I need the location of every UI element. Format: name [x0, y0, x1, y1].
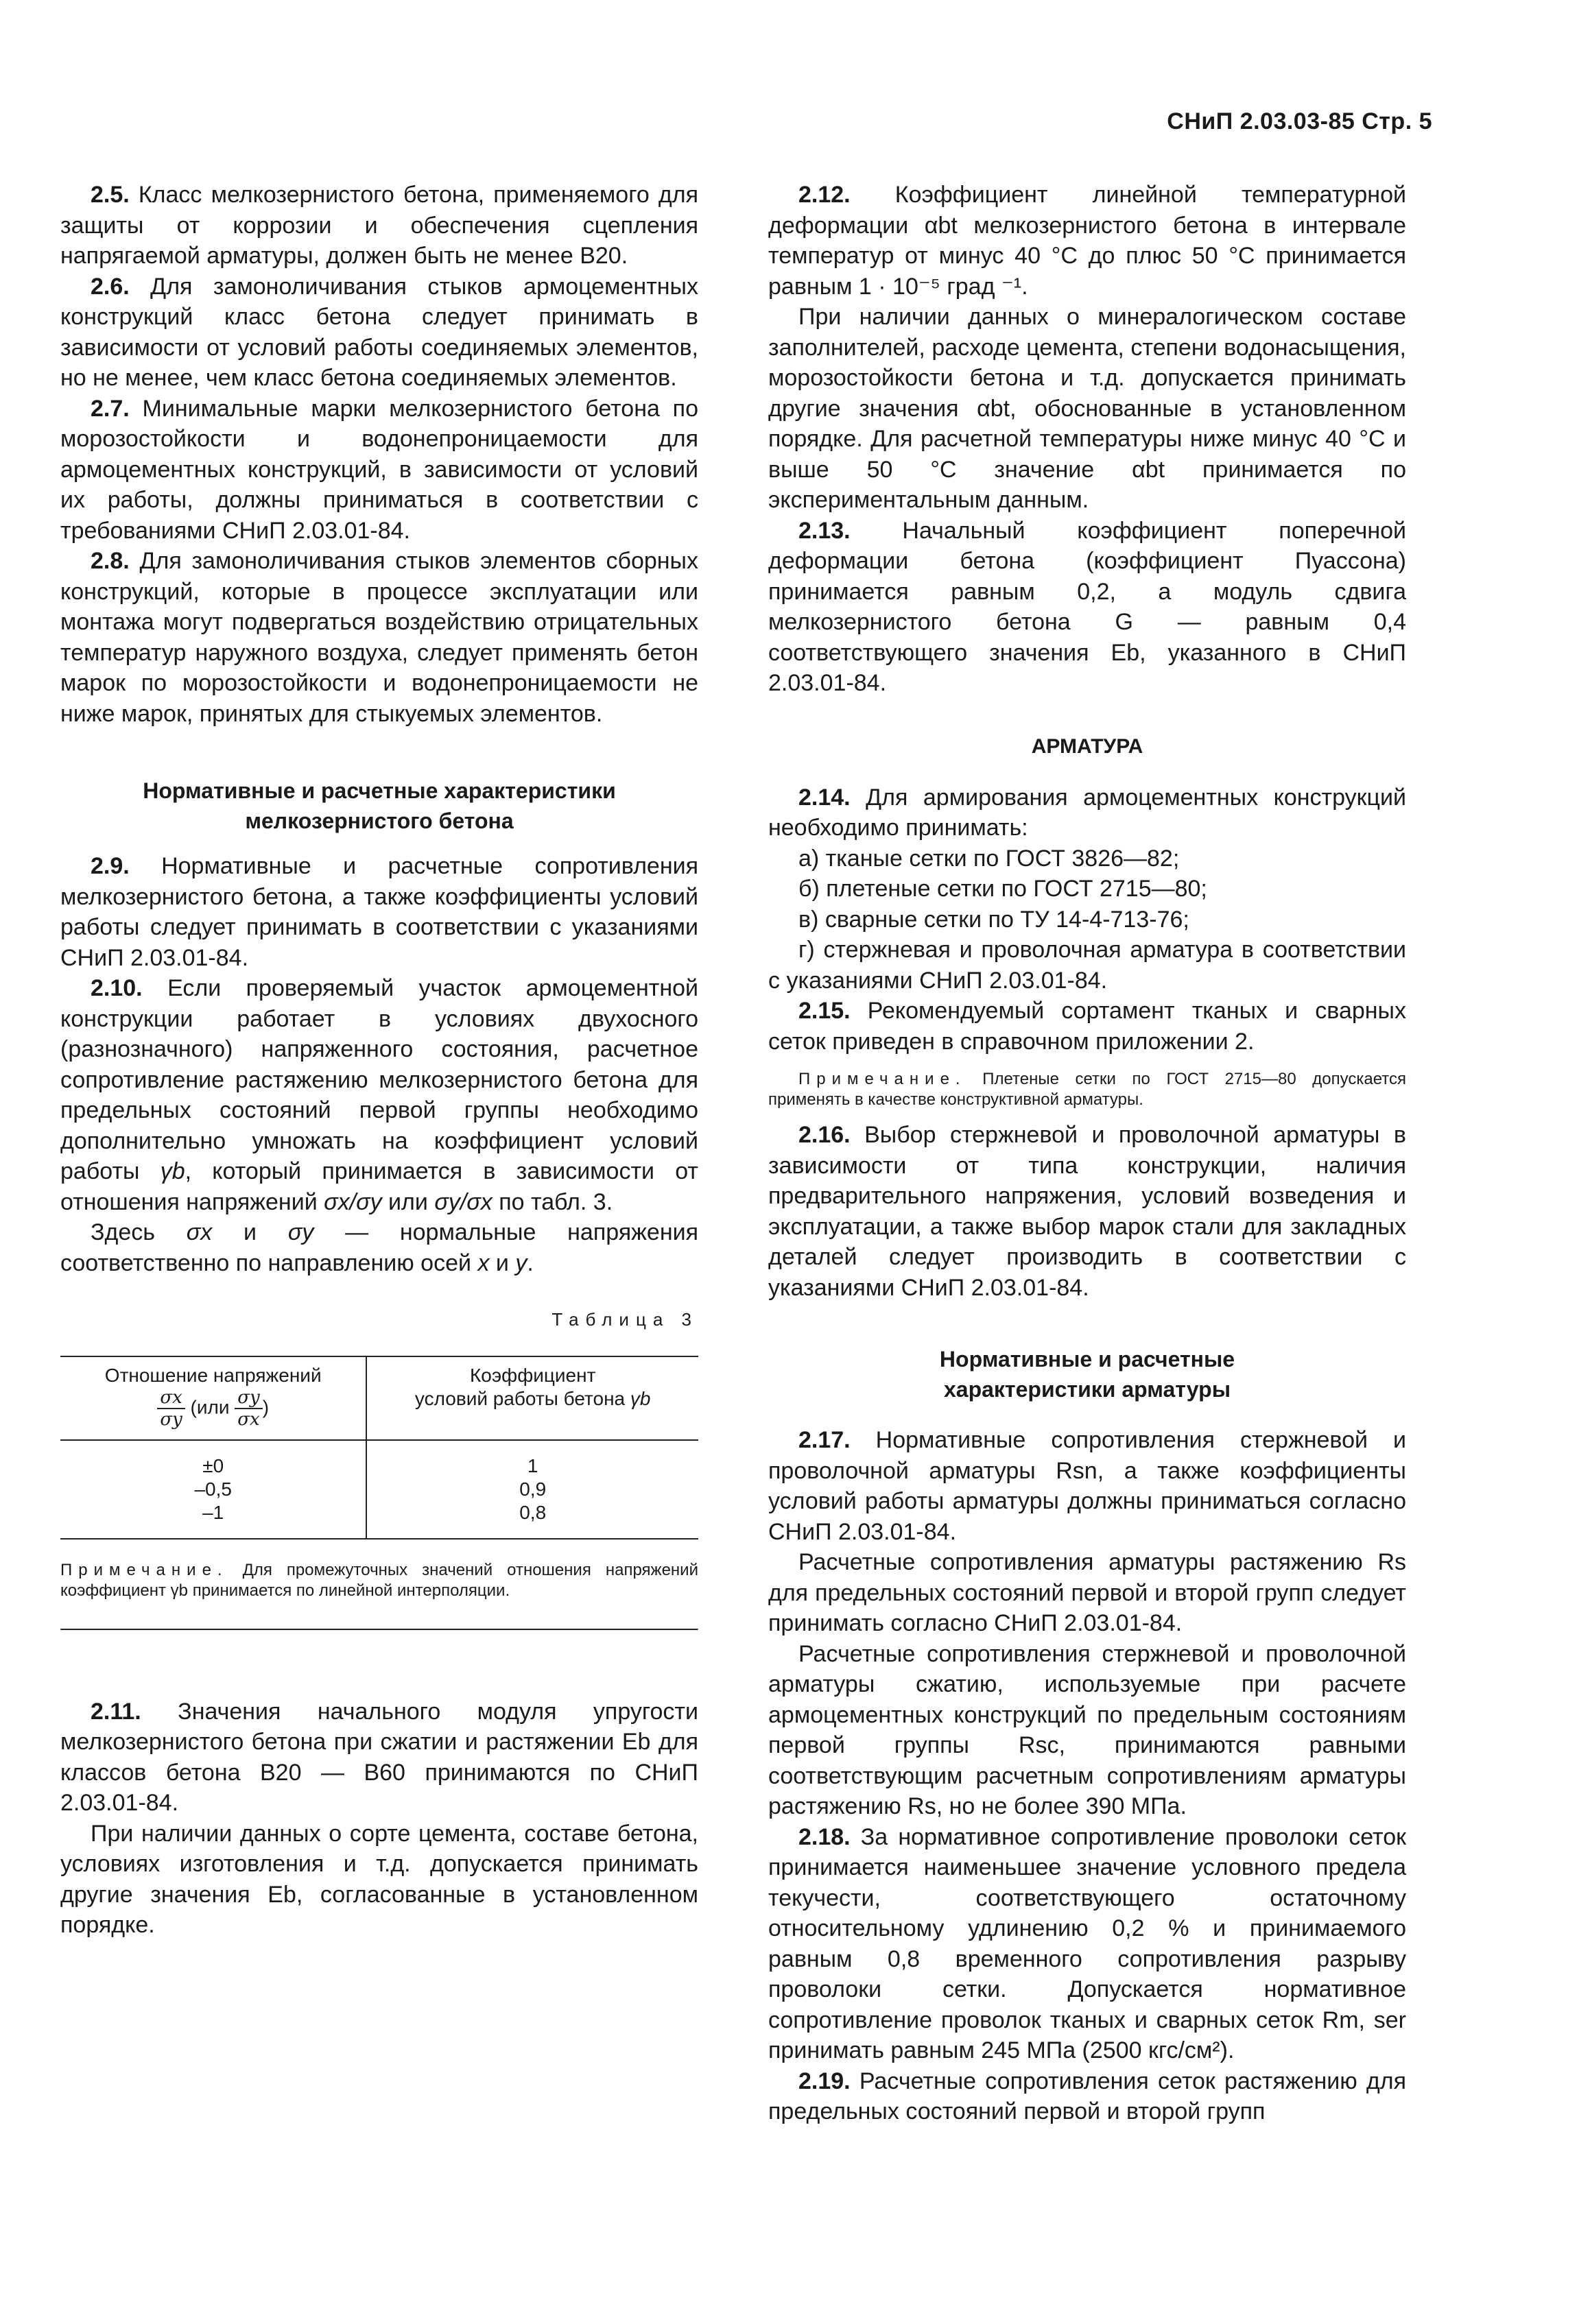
table-row: –1 0,8: [60, 1501, 698, 1539]
paragraph-2-12: 2.12. Коэффициент линейной температурной деформации αbt мелкозернистого бетона в интервале температур от минус 40 °С до плюс 50 °С принимается равным 1 · 10⁻⁵ град ⁻¹.: [768, 182, 1406, 300]
paragraph-2-17: 2.17. Нормативные сопротивления стержневой и проволочной арматуры Rsn, а также коэффициенты условий работы арматуры должны приниматься согласно СНиП 2.03.01-84.: [768, 1427, 1406, 1545]
list-item: а) тканые сетки по ГОСТ 3826—82;: [798, 845, 1180, 872]
paragraph-2-7: 2.7. Минимальные марки мелкозернистого бетона по морозостойкости и водонепроницаемости для армоцементных конструкций, в зависимости от условий их работы, должны приниматься в соответствии с требованиями СНиП 2.03.01-84.: [60, 395, 698, 544]
mesh-list: [768, 843, 1406, 996]
list-item: г) стержневая и проволочная арматура в соответствии с указаниями СНиП 2.03.01-84.: [768, 937, 1406, 994]
table-3-header-coefficient: Коэффициент условий работы бетона γb: [366, 1356, 698, 1440]
fraction-sy-sx: $\frac{\sigma y}{\sigma x}$: [235, 1387, 262, 1430]
table-3-header-ratio: Отношение напряжений $\frac{\sigma x}{\sigma y}$ (или $\frac{\sigma y}{\sigma x}$ ): [60, 1356, 366, 1440]
table-row: ±0 1: [60, 1440, 698, 1478]
note-2715: Примечание. Плетеные сетки по ГОСТ 2715—80 допускается применять в качестве конструктивной арматуры.: [768, 1070, 1406, 1109]
paragraph-2-18: 2.18. За нормативное сопротивление проволоки сеток принимается наименьшее значение условного предела текучести, соответствующего остаточному относительному удлинению 0,2 % и принимаемого равным 0,8 временного сопротивления разрыву проволоки сетки. Допускается нормативное сопротивление проволок тканых и сварных сеток Rm, ser принимать равным 245 МПа (2500 кгс/см²).: [768, 1823, 1406, 2063]
table-3: [60, 1356, 698, 1540]
paragraph-here: Здесь σx и σy — нормальные напряжения соответственно по направлению осей x и y.: [60, 1219, 699, 1276]
paragraph-2-16: 2.16. Выбор стержневой и проволочной арматуры в зависимости от типа конструкции, наличия предварительного напряжения, условий возведения и эксплуатации, а также выбор марок стали для закладных деталей следует производить в соответствии с указаниями СНиП 2.03.01-84.: [768, 1122, 1406, 1301]
left-column: [60, 180, 698, 1941]
paragraph-2-17-c: Расчетные сопротивления стержневой и проволочной арматуры сжатию, используемые при расчете армоцементных конструкций по предельным состояниям первой группы Rsc, принимаются равными соответствующим расчетным сопротивлениям арматуры растяжению Rs, но не более 390 МПа.: [768, 1640, 1406, 1819]
paragraph-2-9: 2.9. Нормативные и расчетные сопротивления мелкозернистого бетона, а также коэффициенты условий работы следует принимать в соответствии с указаниями СНиП 2.03.01-84.: [60, 853, 698, 971]
paragraph-2-11: 2.11. Значения начального модуля упругости мелкозернистого бетона при сжатии и растяжении Eb для классов бетона В20 — В60 принимаются по СНиП 2.03.01-84.: [60, 1698, 698, 1816]
paragraph-2-15: 2.15. Рекомендуемый сортамент тканых и сварных сеток приведен в справочном приложении 2.: [768, 998, 1406, 1055]
table-3-note: Примечание. Для промежуточных значений отношения напряжений коэффициент γb принимается по линейной интерполяции.: [60, 1560, 698, 1600]
table-3-caption: Таблица 3: [551, 1309, 698, 1330]
page-header: СНиП 2.03.03-85 Стр. 5: [1167, 108, 1432, 134]
right-column: [768, 180, 1406, 2127]
paragraph-2-19: 2.19. Расчетные сопротивления сеток растяжению для предельных состояний первой и второй групп: [768, 2068, 1406, 2124]
list-item: б) плетеные сетки по ГОСТ 2715—80;: [798, 876, 1207, 902]
paragraph-2-6: 2.6. Для замоноличивания стыков армоцементных конструкций класс бетона следует принимать в зависимости от условий работы соединяемых элементов, но не менее, чем класс бетона соединяемых элементов.: [60, 273, 698, 391]
paragraph-2-12-b: При наличии данных о минералогическом составе заполнителей, расходе цемента, степени водонасыщения, морозостойкости бетона и т.д. допускается принимать другие значения αbt, обоснованные в установленном порядке. Для расчетной температуры ниже минус 40 °С и выше 50 °С значение αbt принимается по экспериментальным данным.: [768, 304, 1406, 513]
paragraph-2-13: 2.13. Начальный коэффициент поперечной деформации бетона (коэффициент Пуассона) принимается равным 0,2, а модуль сдвига мелкозернистого бетона G — равным 0,4 соответствующего значения Eb, указанного в СНиП 2.03.01-84.: [768, 517, 1406, 696]
section-heading-reinforcement-characteristics: Нормативные и расчетные характеристики арматуры: [939, 1347, 1235, 1402]
fraction-sx-sy: $\frac{\sigma x}{\sigma y}$: [157, 1387, 185, 1430]
paragraph-2-17-b: Расчетные сопротивления арматуры растяжению Rs для предельных состояний первой и второй групп следует принимать согласно СНиП 2.03.01-84.: [768, 1549, 1406, 1636]
paragraph-2-5: 2.5. Класс мелкозернистого бетона, применяемого для защиты от коррозии и обеспечения сцепления напрягаемой арматуры, должен быть не менее В20.: [60, 182, 698, 269]
section-heading-reinforcement: АРМАТУРА: [1031, 734, 1143, 758]
paragraph-2-8: 2.8. Для замоноличивания стыков элементов сборных конструкций, которые в процессе эксплуатации или монтажа могут подвергаться воздействию отрицательных температур наружного воздуха, следует применять бетон марок по морозостойкости и водонепроницаемости не ниже марок, принятых для стыкуемых элементов.: [60, 548, 698, 727]
section-heading-concrete: Нормативные и расчетные характеристики мелкозернистого бетона: [143, 778, 616, 833]
list-item: в) сварные сетки по ТУ 14-4-713-76;: [798, 906, 1189, 933]
table-row: –0,5 0,9: [60, 1478, 698, 1501]
paragraph-2-10: 2.10. Если проверяемый участок армоцементной конструкции работает в условиях двухосного (разнозначного) напряженного состояния, расчетное сопротивление растяжению мелкозернистого бетона для предельных состояний первой группы необходимо дополнительно умножать на коэффициент условий работы γb, который принимается в зависимости от отношения напряжений σx/σy или σy/σx по табл. 3.: [60, 975, 699, 1215]
paragraph-2-14: 2.14. Для армирования армоцементных конструкций необходимо принимать:: [768, 784, 1406, 841]
paragraph-2-11-b: При наличии данных о сорте цемента, составе бетона, условиях изготовления и т.д. допускается принимать другие значения Eb, согласованные в установленном порядке.: [60, 1820, 698, 1938]
